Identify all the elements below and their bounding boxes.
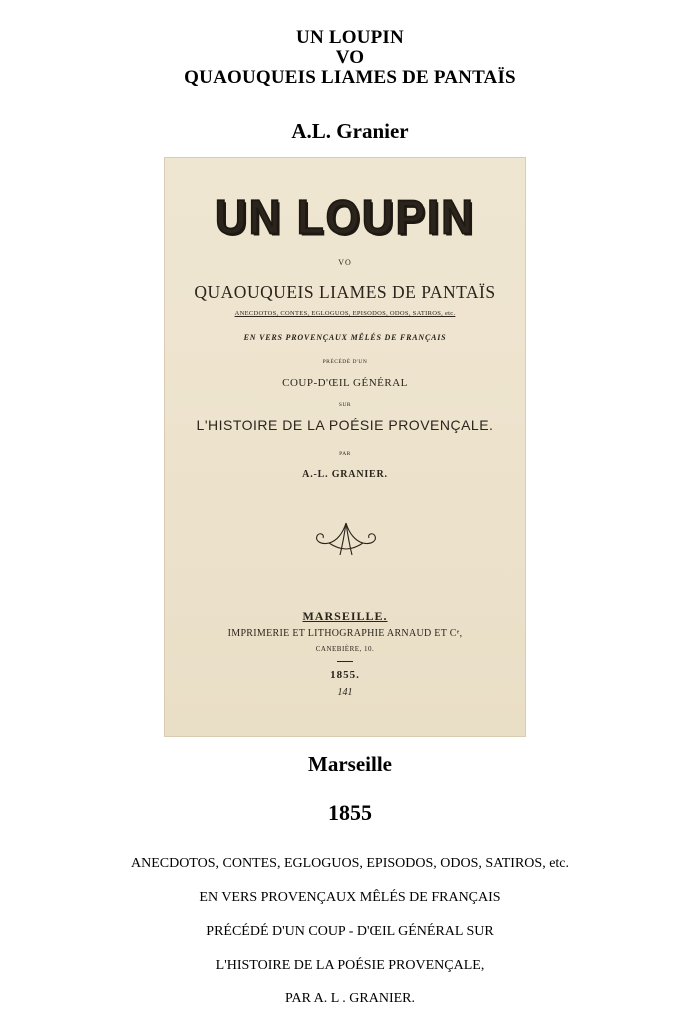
header-line-2: VO <box>335 47 365 68</box>
scan-vo: VO <box>338 258 352 267</box>
scan-street: CANEBIÈRE, 10. <box>315 645 375 653</box>
scan-sur: SUR <box>338 402 352 408</box>
scan-big-title: UN LOUPIN <box>215 190 475 245</box>
footer-line-4: L'HISTOIRE DE LA POÉSIE PROVENÇALE, <box>215 958 485 973</box>
scan-subtitle: QUAOUQUEIS LIAMES DE PANTAÏS <box>194 282 496 302</box>
scan-history: L'HISTOIRE DE LA POÉSIE PROVENÇALE. <box>196 417 494 433</box>
scan-author: A.-L. GRANIER. <box>302 469 388 480</box>
scan-preceded: PRÉCÉDÉ D'UN <box>322 359 368 365</box>
header-line-1: UN LOUPIN <box>296 27 404 48</box>
scan-verse-line: EN VERS PROVENÇAUX MÊLÉS DE FRANÇAIS <box>243 333 447 342</box>
header-title <box>0 28 700 88</box>
scan-handwritten-number: 141 <box>337 687 353 698</box>
scan-genres: ANECDOTOS, CONTES, EGLOGUOS, EPISODOS, ODOS, SATIROS, etc. <box>234 310 456 317</box>
scan-year: 1855. <box>330 669 360 681</box>
header-line-3: QUAOUQUEIS LIAMES DE PANTAÏS <box>184 67 516 88</box>
footer-year: 1855 <box>328 800 372 825</box>
footer-city: Marseille <box>308 752 392 776</box>
scan-par: PAR <box>339 451 351 457</box>
footer-line-1: ANECDOTOS, CONTES, EGLOGUOS, EPISODOS, ODOS, SATIROS, etc. <box>130 856 570 871</box>
scan-city: MARSEILLE. <box>302 609 388 623</box>
flourish-ornament-icon <box>307 519 385 559</box>
scan-printer: IMPRIMERIE ET LITHOGRAPHIE ARNAUD ET Cᵉ, <box>227 628 463 639</box>
title-page-scan <box>164 157 526 737</box>
header-author: A.L. Granier <box>291 119 409 143</box>
scan-divider <box>337 661 353 662</box>
footer-line-2: EN VERS PROVENÇAUX MÊLÉS DE FRANÇAIS <box>199 890 501 905</box>
scan-coup: COUP-D'ŒIL GÉNÉRAL <box>282 377 408 389</box>
footer-line-5: PAR A. L . GRANIER. <box>284 991 416 1006</box>
footer-line-3: PRÉCÉDÉ D'UN COUP - D'ŒIL GÉNÉRAL SUR <box>206 924 494 939</box>
